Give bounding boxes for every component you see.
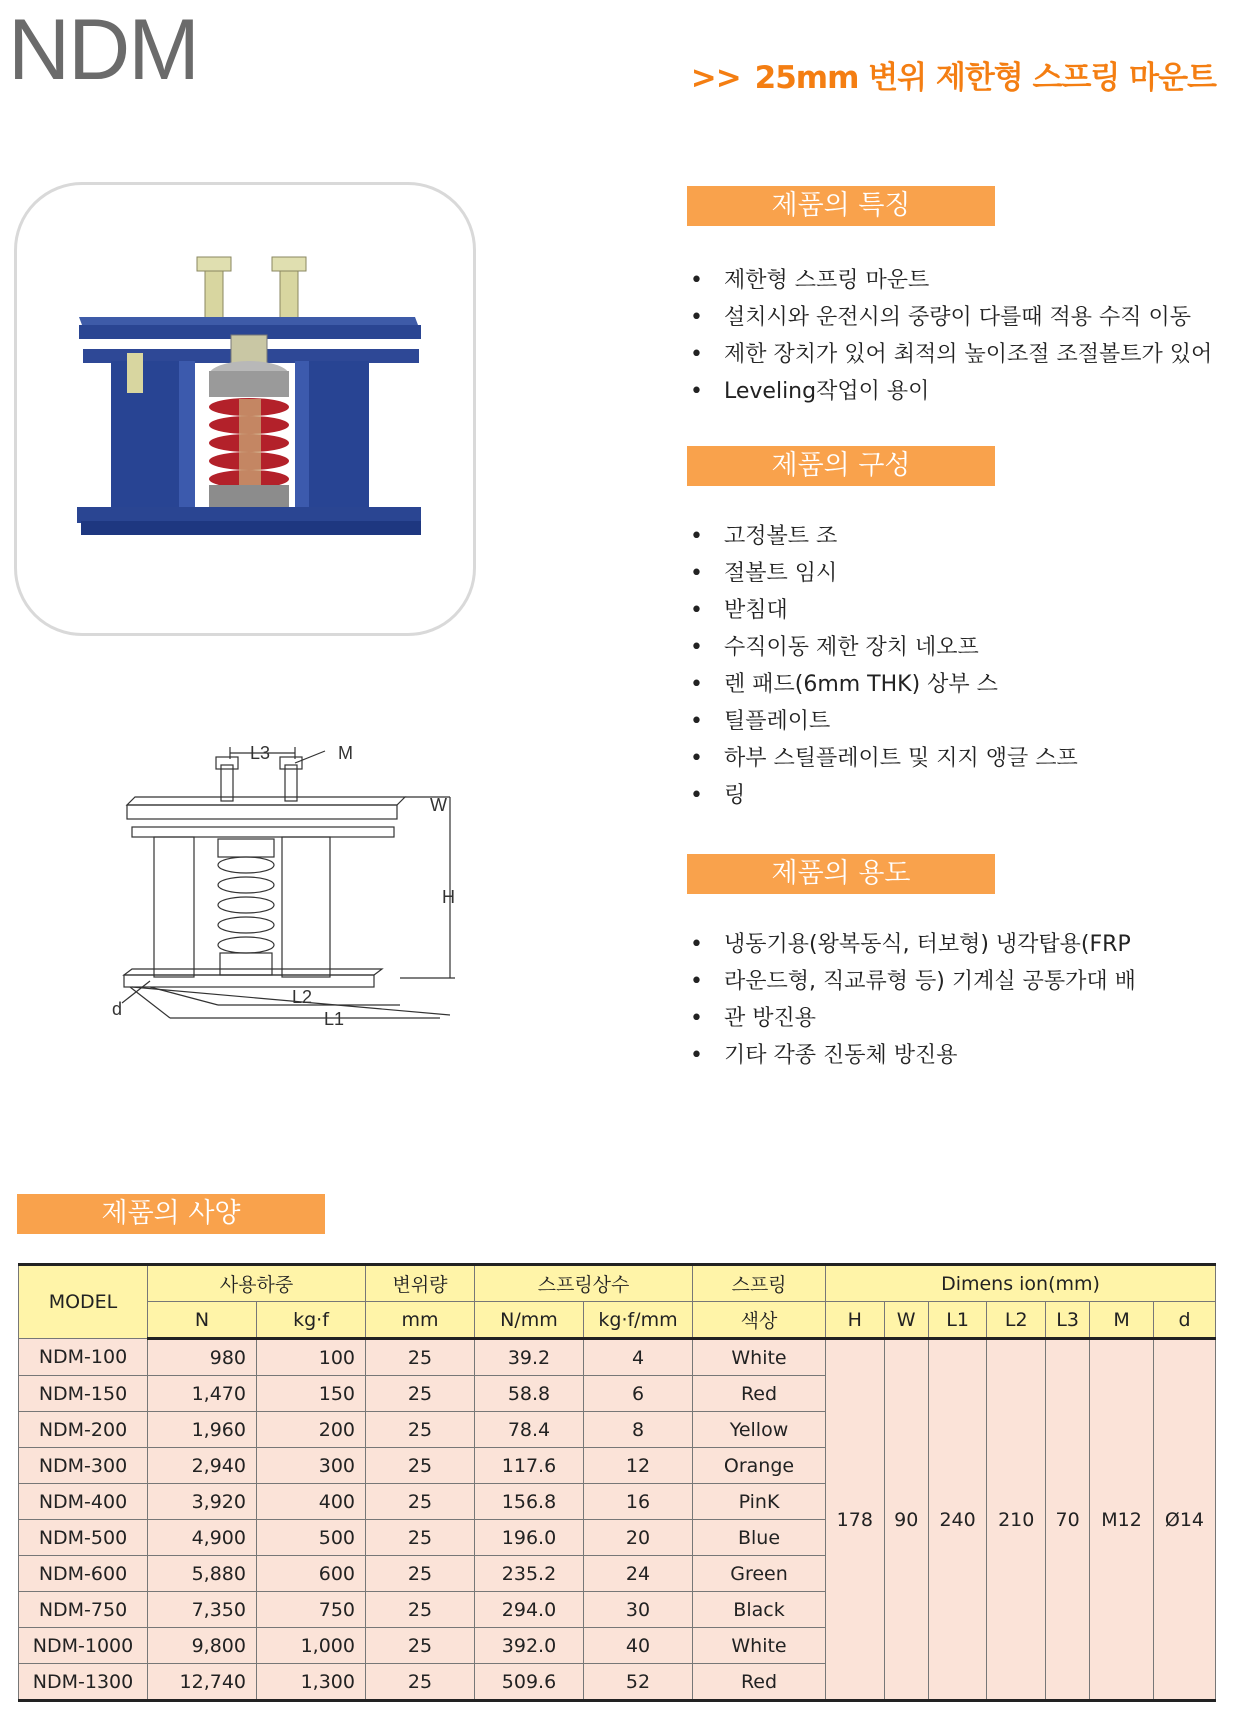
cell-kgf: 500	[257, 1520, 366, 1556]
cell-model: NDM-1000	[19, 1628, 148, 1664]
table-subheader-row	[19, 1302, 1216, 1339]
cell-n: 3,920	[148, 1484, 257, 1520]
cell-model: NDM-200	[19, 1412, 148, 1448]
label-m: M	[338, 743, 353, 763]
spec-heading: 제품의 사양	[17, 1194, 325, 1234]
cell-mm: 25	[366, 1664, 475, 1701]
cell-kgf: 300	[257, 1448, 366, 1484]
cell-nmm: 78.4	[475, 1412, 584, 1448]
cell-model: NDM-1300	[19, 1664, 148, 1701]
cell-nmm: 156.8	[475, 1484, 584, 1520]
dimension-diagram	[110, 735, 510, 1035]
cell-color: Orange	[693, 1448, 826, 1484]
col-kgfmm: kg·f/mm	[584, 1302, 693, 1339]
cell-dim-d: Ø14	[1153, 1339, 1215, 1701]
cell-kgfmm: 4	[584, 1339, 693, 1376]
cell-mm: 25	[366, 1448, 475, 1484]
label-d: d	[112, 999, 123, 1019]
usage-heading: 제품의 용도	[687, 854, 995, 894]
cell-nmm: 39.2	[475, 1339, 584, 1376]
list-item: • 수직이동 제한 장치 네오프	[690, 629, 1078, 666]
col-mm: mm	[366, 1302, 475, 1339]
table-header-row	[19, 1265, 1216, 1302]
cell-kgfmm: 24	[584, 1556, 693, 1592]
cell-n: 1,470	[148, 1376, 257, 1412]
cell-mm: 25	[366, 1484, 475, 1520]
cell-mm: 25	[366, 1412, 475, 1448]
cell-nmm: 294.0	[475, 1592, 584, 1628]
label-l3: L3	[250, 743, 271, 763]
list-item: • Leveling작업이 용이	[690, 373, 1212, 410]
cell-color: Red	[693, 1376, 826, 1412]
cell-model: NDM-400	[19, 1484, 148, 1520]
cell-color: Black	[693, 1592, 826, 1628]
col-dimension: Dimens ion(mm)	[826, 1265, 1216, 1302]
col-h: H	[826, 1302, 885, 1339]
col-spring: 스프링	[693, 1265, 826, 1302]
spring-mount-photo	[17, 185, 473, 633]
cell-n: 4,900	[148, 1520, 257, 1556]
cell-kgfmm: 16	[584, 1484, 693, 1520]
cell-model: NDM-150	[19, 1376, 148, 1412]
cell-kgfmm: 52	[584, 1664, 693, 1701]
cell-nmm: 196.0	[475, 1520, 584, 1556]
col-load: 사용하중	[148, 1265, 366, 1302]
cell-dim-l2: 210	[987, 1339, 1046, 1701]
cell-dim-w: 90	[884, 1339, 928, 1701]
cell-model: NDM-600	[19, 1556, 148, 1592]
col-n: N	[148, 1302, 257, 1339]
list-item: • 제한 장치가 있어 최적의 높이조절 조절볼트가 있어	[690, 336, 1212, 373]
col-disp: 변위량	[366, 1265, 475, 1302]
cell-kgfmm: 6	[584, 1376, 693, 1412]
cell-kgf: 600	[257, 1556, 366, 1592]
col-l3: L3	[1046, 1302, 1090, 1339]
col-l1: L1	[928, 1302, 987, 1339]
product-subtitle	[691, 52, 1216, 97]
cell-n: 9,800	[148, 1628, 257, 1664]
cell-kgf: 1,300	[257, 1664, 366, 1701]
cell-n: 980	[148, 1339, 257, 1376]
cell-model: NDM-100	[19, 1339, 148, 1376]
cell-mm: 25	[366, 1376, 475, 1412]
subtitle-text: 25mm 변위 제한형 스프링 마운트	[754, 60, 1216, 96]
col-model: MODEL	[19, 1265, 148, 1339]
cell-nmm: 509.6	[475, 1664, 584, 1701]
cell-kgfmm: 20	[584, 1520, 693, 1556]
cell-kgfmm: 8	[584, 1412, 693, 1448]
cell-n: 5,880	[148, 1556, 257, 1592]
double-chevron-icon: >>	[690, 60, 741, 96]
table-row	[19, 1339, 1216, 1376]
composition-heading: 제품의 구성	[687, 446, 995, 486]
cell-n: 7,350	[148, 1592, 257, 1628]
cell-kgf: 150	[257, 1376, 366, 1412]
col-d: d	[1153, 1302, 1215, 1339]
cell-kgfmm: 30	[584, 1592, 693, 1628]
spec-table	[18, 1263, 1216, 1702]
list-item: • 제한형 스프링 마운트	[690, 262, 1212, 299]
list-item: • 링	[690, 777, 1078, 814]
label-h: H	[442, 887, 455, 907]
cell-mm: 25	[366, 1628, 475, 1664]
cell-color: Red	[693, 1664, 826, 1701]
product-photo-frame	[14, 182, 476, 636]
cell-model: NDM-300	[19, 1448, 148, 1484]
list-item: • 렌 패드(6mm THK) 상부 스	[690, 666, 1078, 703]
cell-nmm: 392.0	[475, 1628, 584, 1664]
list-item: • 설치시와 운전시의 중량이 다를때 적용 수직 이동	[690, 299, 1212, 336]
cell-dim-h: 178	[826, 1339, 885, 1701]
composition-list	[690, 518, 1078, 814]
col-color: 색상	[693, 1302, 826, 1339]
col-w: W	[884, 1302, 928, 1339]
list-item: • 받침대	[690, 592, 1078, 629]
cell-dim-l3: 70	[1046, 1339, 1090, 1701]
list-item: • 하부 스틸플레이트 및 지지 앵글 스프	[690, 740, 1078, 777]
list-item: • 틸플레이트	[690, 703, 1078, 740]
col-nmm: N/mm	[475, 1302, 584, 1339]
cell-n: 12,740	[148, 1664, 257, 1701]
cell-model: NDM-750	[19, 1592, 148, 1628]
list-item: • 냉동기용(왕복동식, 터보형) 냉각탑용(FRP	[690, 926, 1136, 963]
cell-color: White	[693, 1339, 826, 1376]
cell-nmm: 58.8	[475, 1376, 584, 1412]
features-list	[690, 262, 1212, 410]
col-kgf: kg·f	[257, 1302, 366, 1339]
cell-mm: 25	[366, 1339, 475, 1376]
cell-color: Blue	[693, 1520, 826, 1556]
cell-color: PinK	[693, 1484, 826, 1520]
cell-nmm: 235.2	[475, 1556, 584, 1592]
label-l2: L2	[292, 987, 313, 1007]
label-l1: L1	[324, 1009, 345, 1029]
cell-n: 1,960	[148, 1412, 257, 1448]
col-l2: L2	[987, 1302, 1046, 1339]
cell-kgf: 1,000	[257, 1628, 366, 1664]
features-heading: 제품의 특징	[687, 186, 995, 226]
cell-mm: 25	[366, 1592, 475, 1628]
cell-nmm: 117.6	[475, 1448, 584, 1484]
cell-kgf: 100	[257, 1339, 366, 1376]
cell-kgf: 750	[257, 1592, 366, 1628]
list-item: • 절볼트 임시	[690, 555, 1078, 592]
cell-color: White	[693, 1628, 826, 1664]
cell-kgfmm: 12	[584, 1448, 693, 1484]
cell-kgfmm: 40	[584, 1628, 693, 1664]
page-title: NDM	[8, 2, 198, 98]
cell-color: Green	[693, 1556, 826, 1592]
list-item: • 관 방진용	[690, 1000, 1136, 1037]
list-item: • 기타 각종 진동체 방진용	[690, 1037, 1136, 1074]
list-item: • 고정볼트 조	[690, 518, 1078, 555]
usage-list	[690, 926, 1136, 1074]
cell-model: NDM-500	[19, 1520, 148, 1556]
cell-dim-m: M12	[1090, 1339, 1154, 1701]
col-m: M	[1090, 1302, 1154, 1339]
cell-mm: 25	[366, 1520, 475, 1556]
cell-n: 2,940	[148, 1448, 257, 1484]
cell-color: Yellow	[693, 1412, 826, 1448]
cell-kgf: 400	[257, 1484, 366, 1520]
label-w: W	[430, 795, 447, 815]
col-rate: 스프링상수	[475, 1265, 693, 1302]
cell-dim-l1: 240	[928, 1339, 987, 1701]
cell-mm: 25	[366, 1556, 475, 1592]
list-item: • 라운드형, 직교류형 등) 기계실 공통가대 배	[690, 963, 1136, 1000]
cell-kgf: 200	[257, 1412, 366, 1448]
